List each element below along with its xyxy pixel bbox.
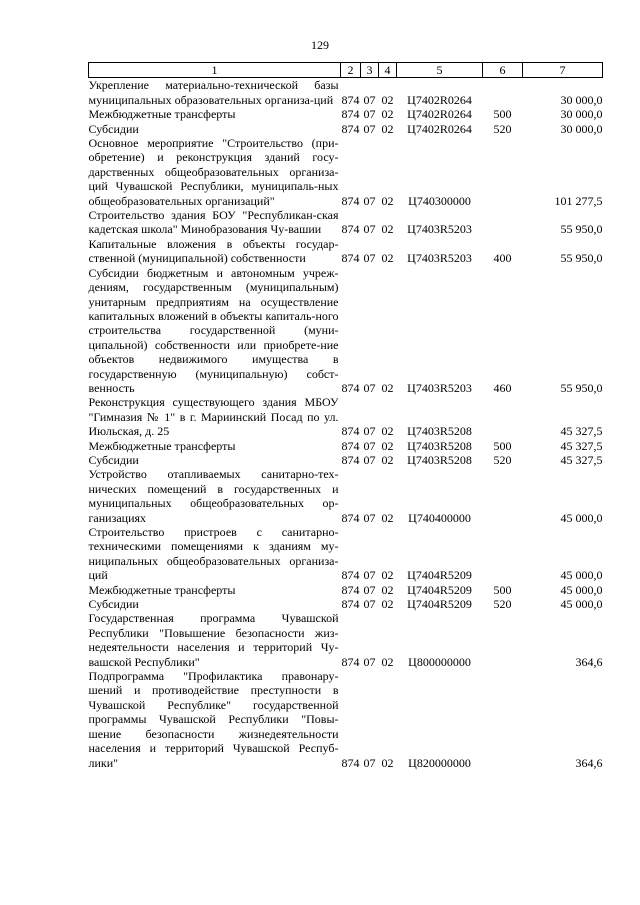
header-col-3: 3 <box>361 63 379 78</box>
table-row <box>89 439 603 453</box>
header-col-4: 4 <box>379 63 397 78</box>
row-subsection: 02 <box>381 107 394 122</box>
row-subsection: 02 <box>381 251 394 266</box>
row-name: Подпрограмма "Профилактика правонару-шений и противодействие преступности в Чувашской Республике" государственной программы Чувашской Республики "Повы-шение безопасности жизнедеятельности населения и территорий Чувашской Респуб-лики" <box>88 669 339 770</box>
row-section: 07 <box>363 568 376 583</box>
row-section: 07 <box>363 121 376 136</box>
row-amount: 30 000,0 <box>560 107 603 122</box>
row-section: 07 <box>363 755 376 770</box>
row-expense-type: 400 <box>493 251 512 266</box>
row-section: 07 <box>363 193 376 208</box>
row-expense-type: 500 <box>493 582 512 597</box>
row-expense-type <box>483 395 523 438</box>
row-subsection: 02 <box>381 654 394 669</box>
row-name: Субсидии бюджетным и автономным учреж-дениям, государственным (муниципальным) унитарным предприятиям на осуществление капитальных вложений в объекты капиталь-ного строительства государственной (муни-ципальной) собственности или приобрете-ние объектов недвижимого имущества в государственную (муниципальную) собст-венность <box>88 265 339 395</box>
row-amount: 45 327,5 <box>560 452 603 467</box>
row-subsection: 02 <box>381 438 394 453</box>
row-amount: 55 950,0 <box>560 380 603 395</box>
table-row <box>89 237 603 266</box>
row-section: 07 <box>363 380 376 395</box>
row-section: 07 <box>363 222 376 237</box>
row-name: Межбюджетные трансферты <box>88 582 236 597</box>
row-amount: 364,6 <box>575 755 603 770</box>
row-target-article: Ц7402R0264 <box>407 121 472 136</box>
row-amount: 30 000,0 <box>560 92 603 107</box>
row-section: 07 <box>363 424 376 439</box>
page-number: 129 <box>311 38 329 52</box>
row-subsection: 02 <box>381 121 394 136</box>
row-amount: 55 950,0 <box>560 251 603 266</box>
row-target-article: Ц740400000 <box>408 510 471 525</box>
row-target-article: Ц7402R0264 <box>407 92 472 107</box>
row-amount: 45 000,0 <box>560 582 603 597</box>
row-main-code: 874 <box>341 510 360 525</box>
row-main-code: 874 <box>341 92 360 107</box>
row-main-code: 874 <box>341 452 360 467</box>
row-main-code: 874 <box>341 438 360 453</box>
row-main-code: 874 <box>341 121 360 136</box>
table-row <box>89 107 603 121</box>
row-amount: 101 277,5 <box>554 193 603 208</box>
row-expense-type: 520 <box>493 121 512 136</box>
row-amount: 45 000,0 <box>560 510 603 525</box>
row-expense-type: 460 <box>493 380 512 395</box>
row-expense-type <box>483 78 523 107</box>
row-expense-type <box>483 208 523 237</box>
row-target-article: Ц7403R5208 <box>407 438 472 453</box>
row-expense-type <box>483 467 523 525</box>
row-name: Основное мероприятие "Строительство (при-обретение) и реконструкция зданий госу-дарственных общеобразовательных организа-ций Чувашской Республики, муниципаль-ных общеобразовательных организаций" <box>88 136 339 208</box>
row-amount: 45 000,0 <box>560 568 603 583</box>
row-main-code: 874 <box>341 251 360 266</box>
row-name: Строительство пристроев с санитарно-техническими помещениями к зданиям му-ниципальных общеобразовательных организа-ций <box>88 525 339 583</box>
row-main-code: 874 <box>341 654 360 669</box>
row-amount: 45 000,0 <box>560 597 603 612</box>
row-target-article: Ц7404R5209 <box>407 568 472 583</box>
row-amount: 364,6 <box>575 654 603 669</box>
row-expense-type <box>483 136 523 208</box>
row-name: Субсидии <box>88 121 139 136</box>
row-subsection: 02 <box>381 452 394 467</box>
table-header-row <box>89 63 603 78</box>
row-subsection: 02 <box>381 424 394 439</box>
row-main-code: 874 <box>341 568 360 583</box>
row-subsection: 02 <box>381 193 394 208</box>
row-expense-type: 520 <box>493 597 512 612</box>
table-row <box>89 611 603 669</box>
row-subsection: 02 <box>381 755 394 770</box>
table-row <box>89 453 603 467</box>
table-row <box>89 122 603 136</box>
table-row <box>89 669 603 770</box>
row-target-article: Ц7403R5208 <box>407 452 472 467</box>
header-col-1: 1 <box>89 63 341 78</box>
row-main-code: 874 <box>341 755 360 770</box>
row-name: Строительство здания БОУ "Республикан-ская кадетская школа" Минобразования Чу-вашии <box>88 208 339 237</box>
table-row <box>89 266 603 396</box>
row-main-code: 874 <box>341 582 360 597</box>
row-expense-type <box>483 669 523 770</box>
row-target-article: Ц740300000 <box>408 193 471 208</box>
header-col-7: 7 <box>523 63 603 78</box>
row-name: Государственная программа Чувашской Республики "Повышение безопасности жиз-недеятельности населения и территорий Чу-вашской Республики" <box>88 611 339 669</box>
row-subsection: 02 <box>381 568 394 583</box>
row-subsection: 02 <box>381 510 394 525</box>
table-row <box>89 467 603 525</box>
row-expense-type: 500 <box>493 438 512 453</box>
row-name: Межбюджетные трансферты <box>88 107 236 122</box>
row-section: 07 <box>363 582 376 597</box>
row-main-code: 874 <box>341 597 360 612</box>
row-target-article: Ц7403R5203 <box>407 222 472 237</box>
row-main-code: 874 <box>341 424 360 439</box>
row-main-code: 874 <box>341 380 360 395</box>
row-name: Субсидии <box>88 597 139 612</box>
table-row <box>89 395 603 438</box>
table-row <box>89 597 603 611</box>
header-col-5: 5 <box>397 63 483 78</box>
row-subsection: 02 <box>381 222 394 237</box>
row-amount: 45 327,5 <box>560 438 603 453</box>
row-target-article: Ц7404R5209 <box>407 582 472 597</box>
row-target-article: Ц820000000 <box>408 755 471 770</box>
row-name: Устройство отапливаемых санитарно-тех-нических помещений в государственных и муниципальных общеобразовательных ор-ганизациях <box>88 467 339 525</box>
row-expense-type: 500 <box>493 107 512 122</box>
row-section: 07 <box>363 597 376 612</box>
row-name: Укрепление материально-технической базы муниципальных образовательных организа-ций <box>88 78 339 107</box>
row-subsection: 02 <box>381 92 394 107</box>
row-target-article: Ц7404R5209 <box>407 597 472 612</box>
row-section: 07 <box>363 92 376 107</box>
row-main-code: 874 <box>341 107 360 122</box>
row-section: 07 <box>363 452 376 467</box>
row-name: Капитальные вложения в объекты государ-ственной (муниципальной) собственности <box>88 236 339 266</box>
row-amount: 45 327,5 <box>560 424 603 439</box>
table-row <box>89 208 603 237</box>
header-col-6: 6 <box>483 63 523 78</box>
row-subsection: 02 <box>381 597 394 612</box>
table-row <box>89 136 603 208</box>
header-col-2: 2 <box>341 63 361 78</box>
row-name: Реконструкция существующего здания МБОУ "Гимназия № 1" в г. Мариинский Посад по ул. Июльская, д. 25 <box>88 395 339 439</box>
row-name: Межбюджетные трансферты <box>88 438 236 453</box>
row-section: 07 <box>363 251 376 266</box>
budget-table <box>88 62 603 770</box>
row-subsection: 02 <box>381 380 394 395</box>
row-section: 07 <box>363 438 376 453</box>
row-main-code: 874 <box>341 193 360 208</box>
row-amount: 55 950,0 <box>560 222 603 237</box>
table-row <box>89 583 603 597</box>
row-section: 07 <box>363 510 376 525</box>
row-expense-type <box>483 611 523 669</box>
row-main-code: 874 <box>341 222 360 237</box>
row-name: Субсидии <box>88 452 139 467</box>
row-expense-type: 520 <box>493 452 512 467</box>
row-target-article: Ц7403R5203 <box>407 380 472 395</box>
row-target-article: Ц7402R0264 <box>407 107 472 122</box>
table-row <box>89 525 603 583</box>
table-row <box>89 78 603 107</box>
row-expense-type <box>483 525 523 583</box>
row-target-article: Ц7403R5203 <box>407 251 472 266</box>
row-target-article: Ц7403R5208 <box>407 424 472 439</box>
row-section: 07 <box>363 107 376 122</box>
row-section: 07 <box>363 654 376 669</box>
row-subsection: 02 <box>381 582 394 597</box>
row-target-article: Ц800000000 <box>408 654 471 669</box>
row-amount: 30 000,0 <box>560 121 603 136</box>
